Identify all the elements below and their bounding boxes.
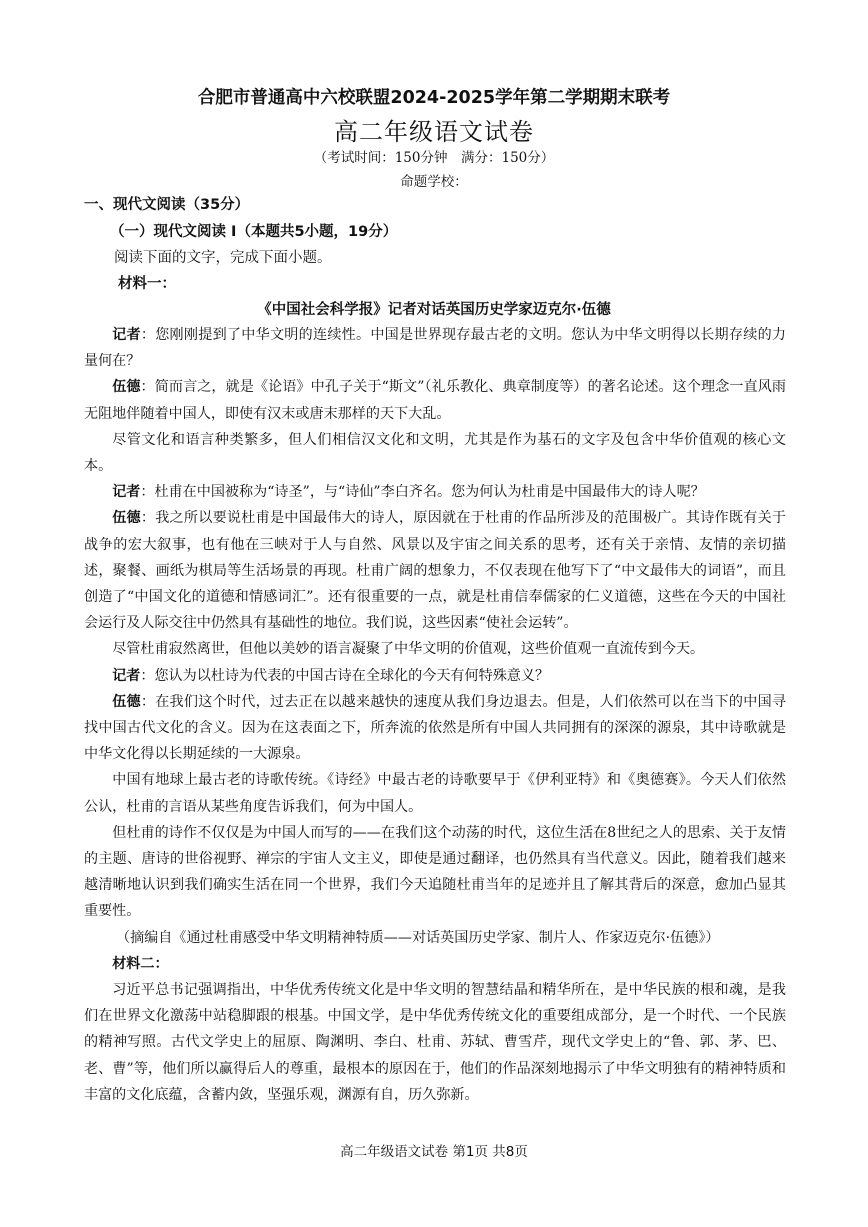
- source-note: （摘编自《通过杜甫感受中华文明精神特质——对话英国历史学家、制片人、作家迈克尔·伍德》）: [116, 929, 720, 946]
- speaker-label: 记者: [112, 327, 141, 343]
- speaker-label: 伍德: [112, 693, 141, 710]
- page-footer: 高二年级语文试卷 第1页 共8页: [340, 1144, 528, 1160]
- paragraph-text: ：在我们这个时代，过去正在以越来越快的速度从我们身边退去。但是，人们依然可以在当下的中国寻找中国古代文化的含义。因为在这表面之下，所奔流的依然是所有中国人共同拥有的深深的源泉，其中诗歌就是中华文化得以长期延续的一大源泉。: [84, 693, 786, 763]
- speaker-label: 记者: [112, 484, 141, 501]
- exam-title: 合肥市普通高中六校联盟2024-2025学年第二学期期末联考: [197, 88, 671, 108]
- paragraph: [84, 767, 786, 819]
- paragraph-text: ：我之所以要说杜甫是中国最伟大的诗人，原因就在于杜甫的作品所涉及的范围极广。其诗作既有关于战争的宏大叙事，也有他在三峡对于人与自然、风景以及宇宙之间关系的思考，还有关于亲情、友情的亲切描述，聚餐、画纸为棋局等生活场景的再现。杜甫广阔的想象力，不仅表现在他写下了“中文最伟大的词语”，而且创造了“中国文化的道德和情感词汇”。还有很重要的一点，就是杜甫信奉儒家的仁义道德，这些在今天的中国社会运行及人际交往中仍然具有基础性的地位。我们说，这些因素“使社会运转”。: [84, 510, 786, 632]
- setting-school-line: 命题学校：: [400, 174, 468, 190]
- paragraph: [84, 374, 786, 426]
- paragraph-text: ：简而言之，就是《论语》中孔子关于“斯文”（礼乐教化、典章制度等）的著名论述。这个理念一直风雨无阻地伴随着中国人，即使有汉末或唐末那样的天下大乱。: [84, 379, 786, 422]
- paragraph-text: ：杜甫在中国被称为“诗圣”，与“诗仙”李白齐名。您为何认为杜甫是中国最伟大的诗人呢？: [140, 484, 705, 501]
- subsection-heading: （一）现代文阅读 I（本题共5小题，19分）: [110, 224, 398, 240]
- paragraph-text: 尽管杜甫寂然离世，但他以美妙的语言凝聚了中华文明的价值观，这些价值观一直流传到今天。: [112, 641, 705, 658]
- paragraph-text: ：您刚刚提到了中华文明的连续性。中国是世界现存最古老的文明。您认为中华文明得以长期存续的力量何在？: [84, 327, 786, 370]
- paragraph: [84, 636, 786, 662]
- paragraph: [84, 689, 786, 768]
- speaker-label: 伍德: [112, 379, 141, 396]
- paragraph-text: ：您认为以杜诗为代表的中国古诗在全球化的今天有何特殊意义？: [140, 667, 550, 684]
- speaker-label: 伍德: [112, 510, 141, 527]
- article-body: [84, 322, 786, 1108]
- paragraph: [84, 427, 786, 479]
- paragraph: [84, 322, 786, 374]
- paragraph-text: 尽管文化和语言种类繁多，但人们相信汉文化和文明，尤其是作为基石的文字及包含中华价值观的核心文本。: [84, 431, 786, 475]
- paper-title: 高二年级语文试卷: [334, 118, 534, 146]
- section-heading: 一、现代文阅读（35分）: [84, 197, 250, 213]
- reading-instruction: 阅读下面的文字，完成下面小题。: [114, 250, 332, 266]
- material-two-label: 材料二：: [112, 955, 169, 972]
- paragraph: [84, 505, 786, 636]
- speaker-label: 记者: [112, 667, 141, 684]
- paragraph-text: 中国有地球上最古老的诗歌传统。《诗经》中最古老的诗歌要早于《伊利亚特》和《奥德赛》。今天人们依然公认，杜甫的言语从某些角度告诉我们，何为中国人。: [84, 772, 786, 815]
- article-title: 《中国社会科学报》记者对话英国历史学家迈克尔·伍德: [257, 302, 611, 318]
- paragraph: [84, 479, 786, 505]
- paragraph: [84, 820, 786, 925]
- paragraph-text: 但杜甫的诗作不仅仅是为中国人而写的——在我们这个动荡的时代，这位生活在8世纪之人的思索、关于友情的主题、唐诗的世俗视野、禅宗的宇宙人文主义，即使是通过翻译，也仍然具有当代意义。因此，随着我们越来越清晰地认识到我们确实生活在同一个世界，我们今天追随杜甫当年的足迹并且了解其背后的深意，愈加凸显其重要性。: [84, 824, 786, 920]
- material-two-paragraph: 习近平总书记强调指出，中华优秀传统文化是中华文明的智慧结晶和精华所在，是中华民族的根和魂，是我们在世界文化激荡中站稳脚跟的根基。中国文学，是中华优秀传统文化的重要组成部分，是一个时代、一个民族的精神写照。古代文学史上的屈原、陶渊明、李白、杜甫、苏轼、曹雪芹，现代文学史上的“鲁、郭、茅、巴、老、曹”等，他们所以赢得后人的尊重，最根本的原因在于，他们的作品深刻地揭示了中华文明独有的精神特质和丰富的文化底蕴，含蓄内敛，坚强乐观，渊源有自，历久弥新。: [84, 982, 786, 1103]
- paragraph: [84, 663, 786, 689]
- material-one-label: 材料一：: [118, 276, 176, 292]
- exam-info: （考试时间：150分钟 满分：150分）: [313, 150, 555, 166]
